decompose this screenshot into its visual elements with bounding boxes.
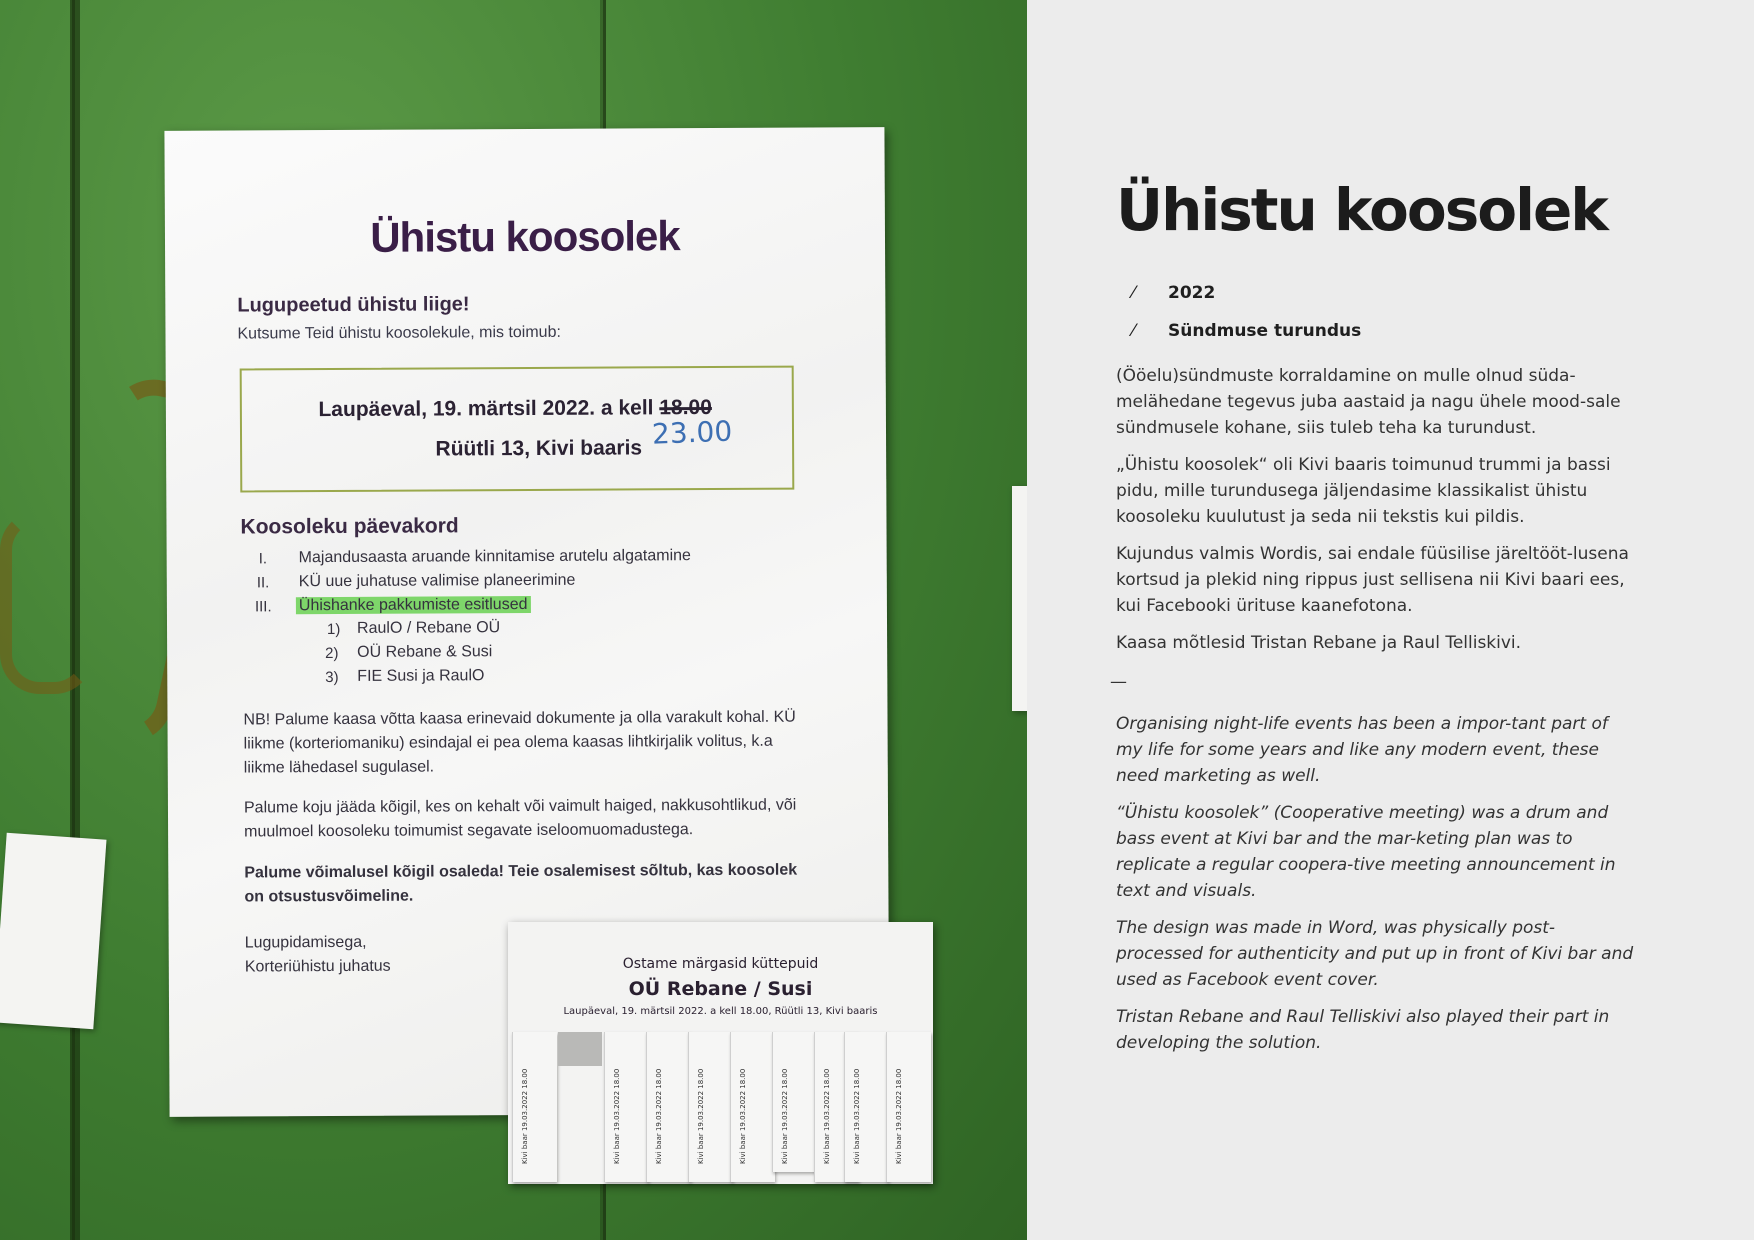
handwritten-time: 23.00 — [651, 414, 733, 451]
paper-scrap — [1012, 486, 1027, 711]
tearoff-strip: Kivi baar 19.03.2022 18.00 — [688, 1032, 733, 1182]
english-text — [1116, 711, 1636, 1067]
struck-time: 18.00 — [659, 396, 712, 420]
subitem-num: 2) — [325, 644, 339, 663]
subitem-num: 3) — [325, 668, 339, 687]
meta-year: ⁄ 2022 — [1132, 283, 1216, 303]
page-title: Ühistu koosolek — [1116, 176, 1607, 244]
subitem: OÜ Rebane & Susi — [357, 643, 493, 661]
agenda-item: KÜ uue juhatuse valimise planeerimine — [298, 571, 576, 591]
poster-where: Rüütli 13, Kivi baaris — [435, 436, 643, 461]
et-paragraph: (Ööelu)sündmuste korraldamine on mulle olnud süda-melähedane tegevus juba aastaid ja nagu ühele mood-sale sündmusele kohane, siis tuleb teha ka turundust. — [1116, 366, 1621, 438]
et-paragraph: Kujundus valmis Wordis, sai endale füüsilise järeltööt-lusena kortsud ja plekid ning rippus just sellisena nii Kivi baari ees, kui Facebooki ürituse kaanefotona. — [1116, 544, 1629, 616]
agenda-item: Majandusaasta aruande kinnitamise arutelu algatamine — [298, 547, 691, 567]
tearoff-strip: Kivi baar 19.03.2022 18.00 — [772, 1032, 817, 1172]
tearoff-strip: Kivi baar 19.03.2022 18.00 — [814, 1032, 859, 1182]
description-panel — [1027, 0, 1754, 1240]
meta-category: ⁄ Sündmuse turundus — [1132, 321, 1362, 341]
en-paragraph: The design was made in Word, was physically post-processed for authenticity and put up in front of Kivi bar and used as Facebook event cover. — [1116, 918, 1634, 990]
poster-nb: NB! Palume kaasa võtta kaasa erinevaid dokumente ja olla varakult kohal. KÜ liikme (korteriomaniku) esindajal ei pea olema kaasas lihtkirjalik volitus, k.a liikme lähedasel sugulasel. — [243, 708, 796, 777]
poster-greeting: Lugupeetud ühistu liige! — [237, 293, 470, 317]
agenda-title: Koosoleku päevakord — [240, 514, 459, 539]
et-paragraph: Kaasa mõtlesid Tristan Rebane ja Raul Telliskivi. — [1116, 633, 1522, 653]
tearoff-strip: Kivi baar 19.03.2022 18.00 — [646, 1032, 691, 1182]
agenda-item-highlighted: Ühishanke pakkumiste esitlused — [296, 596, 531, 615]
separator: — — [1110, 672, 1127, 692]
poster-date-box — [240, 366, 795, 493]
en-paragraph: Tristan Rebane and Raul Telliskivi also played their part in developing the solution. — [1116, 1007, 1610, 1053]
subitem: FIE Susi ja RaulO — [357, 667, 485, 685]
poster-when: Laupäeval, 19. märtsil 2022. a kell 18.00 — [318, 396, 712, 422]
poster-stay-home: Palume koju jääda kõigil, kes on kehalt või vaimult haiged, nakkusohtlikud, või muulmoel koosoleku toimumist segavate iseloomuomadustega. — [243, 796, 797, 841]
et-paragraph: „Ühistu koosolek“ oli Kivi baaris toimunud trummi ja bassi pidu, mille turundusega jäljendasime klassikalist ühistu koosoleku kuulutust ja seda nii tekstis kui pildis. — [1116, 455, 1611, 527]
poster-sign-1: Lugupidamisega, — [244, 933, 367, 952]
poster-invite: Kutsume Teid ühistu koosolekule, mis toimub: — [237, 323, 561, 343]
agenda-num: I. — [258, 550, 268, 568]
tearoff-strip: Kivi baar 19.03.2022 18.00 — [604, 1032, 649, 1182]
en-paragraph: Organising night-life events has been a impor-tant part of my life for some years and like any modern event, these need marketing as well. — [1116, 714, 1608, 786]
subitem: RaulO / Rebane OÜ — [356, 619, 501, 637]
agenda-num: II. — [256, 574, 270, 592]
tearoff-strip: Kivi baar 19.03.2022 18.00 — [886, 1032, 931, 1182]
subitem-num: 1) — [326, 620, 341, 639]
paper-scrap — [0, 833, 107, 1030]
poster-quorum: Palume võimalusel kõigil osaleda! Teie osalemisest sõltub, kas koosolek on otsustusvõimeline. — [244, 861, 798, 906]
poster-title: Ühistu koosolek — [370, 212, 680, 261]
en-paragraph: “Ühistu koosolek” (Cooperative meeting) was a drum and bass event at Kivi bar and the mar-keting plan was to replicate a regular coopera-tive meeting announcement in text and visuals. — [1116, 803, 1616, 901]
tearoff-strip: Kivi baar 19.03.2022 18.00 — [512, 1032, 557, 1182]
poster-sign-2: Korteriühistu juhatus — [244, 957, 391, 976]
tearoff-line2: OÜ Rebane / Susi — [628, 978, 813, 1000]
tearoff-line3: Laupäeval, 19. märtsil 2022. a kell 18.00, Rüütli 13, Kivi baaris — [563, 1006, 878, 1017]
estonian-text — [1116, 363, 1636, 667]
slash-mark: ⁄ — [1132, 321, 1135, 341]
tearoff-line1: Ostame märgasid küttepuid — [622, 956, 819, 972]
tearoff-flyer — [508, 922, 933, 1184]
torn-strip-gap — [558, 1032, 602, 1066]
agenda-num: III. — [254, 598, 272, 616]
tearoff-strip: Kivi baar 19.03.2022 18.00 — [730, 1032, 775, 1182]
tearoff-strip: Kivi baar 19.03.2022 18.00 — [844, 1032, 889, 1182]
slash-mark: ⁄ — [1132, 283, 1135, 303]
rust-stain — [0, 510, 94, 694]
